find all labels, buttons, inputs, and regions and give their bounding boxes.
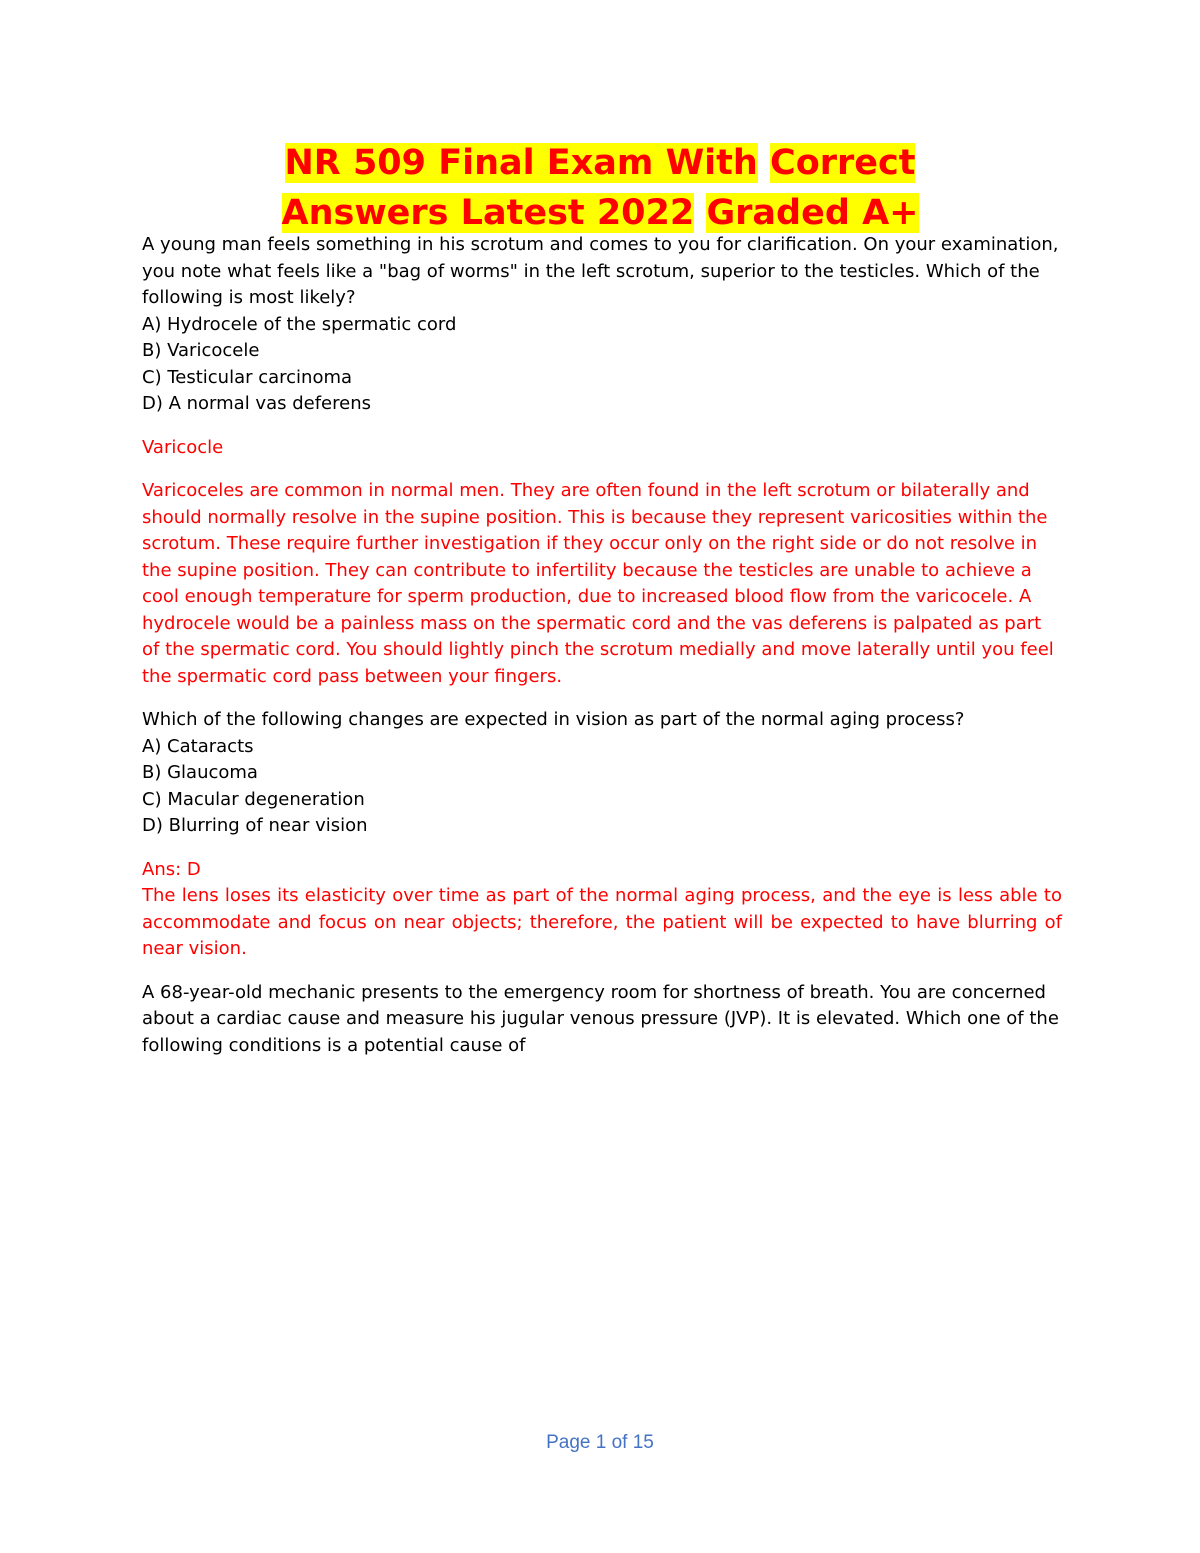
title-part: Answers Latest 2022 <box>281 193 695 233</box>
page-title <box>0 138 1200 238</box>
question-stem: A young man feels something in his scrotum and comes to you for clarification. On your examination, you note what feels like a "bag of worms" in the left scrotum, superior to the testicles. Which of the following is most likely? <box>142 234 1059 308</box>
title-part: Graded A+ <box>706 193 919 233</box>
answer-label: Varicocle <box>142 436 224 458</box>
option-item: C) Testicular carcinoma <box>142 366 353 388</box>
option-item: A) Hydrocele of the spermatic cord <box>142 313 457 335</box>
option-item: A) Cataracts <box>142 735 254 757</box>
option-item: B) Varicocele <box>142 340 260 361</box>
option-item: C) Macular degeneration <box>142 788 365 810</box>
title-part: NR 509 Final Exam With <box>284 143 758 183</box>
question-stem: A 68-year-old mechanic presents to the emergency room for shortness of breath. You are concerned about a cardiac cause and measure his jugular venous pressure (JVP). It is elevated. Which one of the following conditions is a potential cause of <box>142 981 1059 1056</box>
option-list <box>142 734 1062 840</box>
question-stem: Which of the following changes are expected in vision as part of the normal aging process? <box>142 709 965 730</box>
answer-explanation: Varicoceles are common in normal men. They are often found in the left scrotum or bilaterally and should normally resolve in the supine position. This is because they represent varicosities within the scrotum. These require further investigation if they occur only on the right side or do not resolve in the supine position. They can contribute to infertility because the testicles are unable to achieve a cool enough temperature for sperm production, due to increased blood flow from the varicocele. A hydrocele would be a painless mass on the spermatic cord and the vas deferens is palpated as part of the spermatic cord. You should lightly pinch the scrotum medially and move laterally until you feel the spermatic cord pass between your fingers. <box>142 480 1054 687</box>
answer-label: Ans: D <box>142 858 201 880</box>
option-item: D) Blurring of near vision <box>142 815 368 836</box>
option-item: D) A normal vas deferens <box>142 393 371 414</box>
title-part: Correct <box>770 143 916 183</box>
answer-explanation: The lens loses its elasticity over time as part of the normal aging process, and the eye is less able to accommodate and focus on near objects; therefore, the patient will be expected to have blurring of near vision. <box>142 885 1062 959</box>
option-item: B) Glaucoma <box>142 762 258 783</box>
page-number: Page 1 of 15 <box>546 1432 654 1453</box>
option-list <box>142 312 1062 418</box>
document-body <box>142 232 1062 1059</box>
